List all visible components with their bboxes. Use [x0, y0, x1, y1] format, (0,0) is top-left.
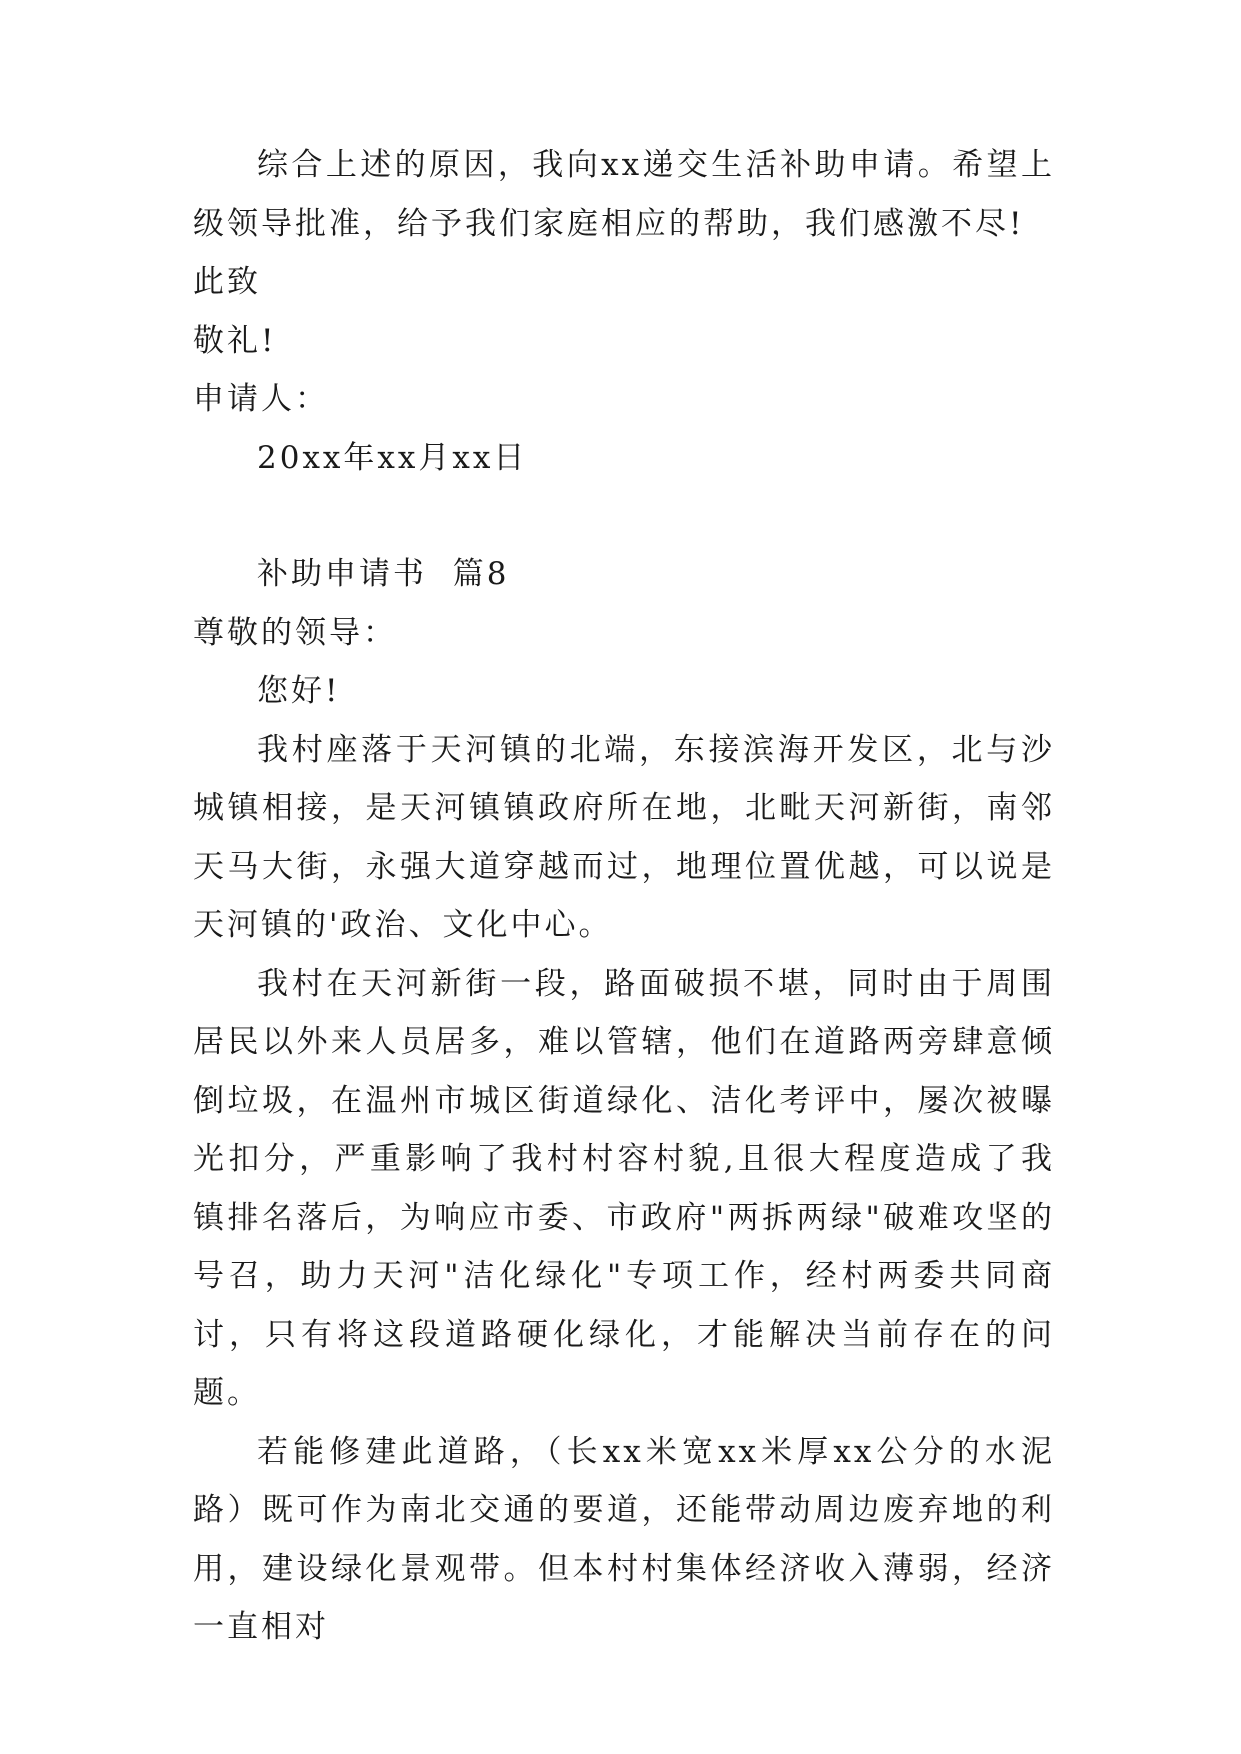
body-paragraph-2: 我村在天河新街一段，路面破损不堪，同时由于周围居民以外来人员居多，难以管辖，他们在道路两旁肆意倾倒垃圾，在温州市城区街道绿化、洁化考评中，屡次被曝光扣分，严重影响了我村村容村貌,且很大程度造成了我镇排名落后，为响应市委、市政府"两拆两绿"破难攻坚的号召，助力天河"洁化绿化"专项工作，经村两委共同商讨，只有将这段道路硬化绿化，才能解决当前存在的问题。: [193, 965, 1055, 1411]
salutation: 尊敬的领导：: [193, 614, 397, 651]
document-body: [193, 136, 1055, 1657]
greeting: 您好!: [257, 673, 341, 709]
applicant-label: 申请人：: [193, 381, 329, 417]
section-heading: 补助申请书 篇8: [257, 556, 510, 592]
section-spacer: [193, 487, 1055, 545]
application-date: 20xx年xx月xx日: [257, 439, 528, 476]
body-paragraph-3: 若能修建此道路，（长xx米宽xx米厚xx公分的水泥路）既可作为南北交通的要道，还能带动周边废弃地的利用，建设绿化景观带。但本村村集体经济收入薄弱，经济一直相对: [193, 1433, 1055, 1645]
closing-line-jingli: 敬礼!: [193, 322, 277, 359]
closing-paragraph: 综合上述的原因，我向xx递交生活补助申请。希望上级领导批准，给予我们家庭相应的帮助，我们感激不尽!: [193, 147, 1055, 242]
closing-line-cizhi: 此致: [193, 264, 261, 300]
body-paragraph-1: 我村座落于天河镇的北端，东接滨海开发区，北与沙城镇相接，是天河镇镇政府所在地，北毗天河新街，南邻天马大街，永强大道穿越而过，地理位置优越，可以说是天河镇的'政治、文化中心。: [193, 731, 1055, 943]
